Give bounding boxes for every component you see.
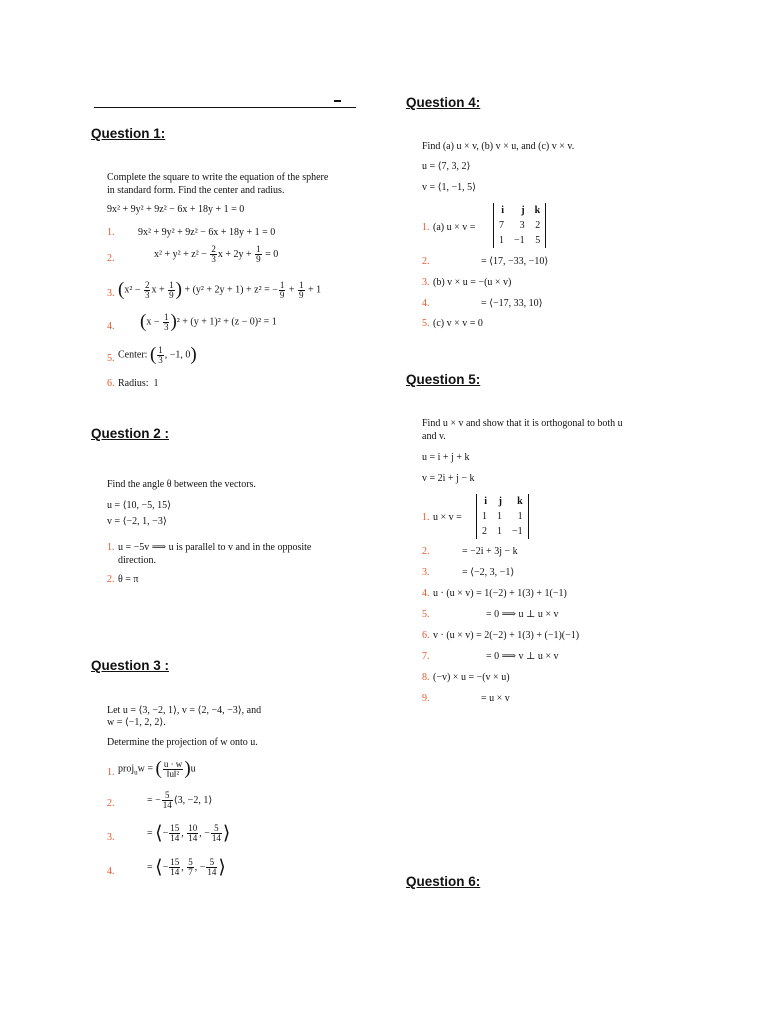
q3-prompt-line-3: Determine the projection of w onto u. [107,737,258,748]
q5-det-cell: 1 [517,511,523,522]
q5-step-4-text: u · (u × v) = 1(−2) + 1(3) + 1(−1) [433,588,567,599]
q4-step-4-text: = ⟨−17, 33, 10⟩ [481,298,543,309]
q1-step-1-math: 9x² + 9y² + 9z² − 6x + 18y + 1 = 0 [138,227,276,238]
q3-step-2-num: 2. [107,798,115,809]
name-line [94,107,356,108]
q4-step-2-num: 2. [422,256,430,267]
q2-step-1-text: u = −5v ⟹ u is parallel to v and in the opposite [118,542,312,553]
q5-prompt-line-2: and v. [422,431,446,442]
q1-step-2-math: x² + y² + z² − $\frac{2}{3}$ x + 2y + $\frac{1}{9}$ = 0 [154,244,279,264]
q5-step-7-text: = 0 ⟹ v ⊥ u × v [486,651,559,662]
q1-step-4-num: 4. [107,321,115,332]
q2-step-1-cont: direction. [118,555,157,566]
q4-det-cell: 7 [499,220,504,231]
q4-step-2-text: = ⟨17, −33, −10⟩ [481,256,549,267]
question-3-heading: Question 3 : [91,658,170,673]
q1-prompt-line-2: in standard form. Find the center and radius. [107,185,285,196]
q4-determinant [493,203,546,248]
q3-step-1-math: proj$_u$w = ( $\frac{u \cdot w}{\text{‖u‖²}}$ )u [118,758,196,779]
question-1-heading: Question 1: [91,126,166,141]
q3-step-4-num: 4. [107,866,115,877]
q5-step-8-text: (−v) × u = −(v × u) [433,672,510,683]
q5-step-2-num: 2. [422,546,430,557]
q4-det-cell: j [521,205,525,216]
q5-step-9-text: = u × v [481,693,510,704]
q2-step-2-num: 2. [107,574,115,585]
q5-step-3-num: 3. [422,567,430,578]
q3-step-1-num: 1. [107,767,115,778]
q1-step-6-num: 6. [107,378,115,389]
q5-det-cell: i [484,496,487,507]
q5-vector-u: u = i + j + k [422,452,470,463]
q2-vector-u: u = ⟨10, −5, 15⟩ [107,500,172,511]
q1-step-2-num: 2. [107,253,115,264]
q5-step-5-num: 5. [422,609,430,620]
q4-step-5-text: (c) v × v = 0 [433,318,483,329]
q2-step-2-text: θ = π [118,574,139,585]
q4-vector-u: u = ⟨7, 3, 2⟩ [422,161,471,172]
q5-det-cell: −1 [512,526,523,537]
q1-step-1-num: 1. [107,227,115,238]
q3-step-3-num: 3. [107,832,115,843]
q1-step-3-num: 3. [107,288,115,299]
q3-step-4-math: = ⟨− $\frac{15}{14}$ , $\frac{5}{7}$ , − $\frac{5}{14}$ ⟩ [147,857,226,878]
q4-prompt: Find (a) u × v, (b) v × u, and (c) v × v. [422,141,575,152]
q1-step-3-math: (x² − $\frac{2}{3}$ x + $\frac{1}{9}$ ) + (y² + 2y + 1) + z² = − $\frac{1}{9}$ + $\frac{1}{9}$ + 1 [118,279,322,300]
q4-vector-v: v = ⟨1, −1, 5⟩ [422,182,477,193]
q5-determinant [476,494,529,539]
q4-step-4-num: 4. [422,298,430,309]
q5-step-7-num: 7. [422,651,430,662]
q5-det-cell: 1 [497,526,502,537]
q5-step-1-num: 1. [422,512,430,523]
header-dash [334,100,341,102]
q5-step-6-num: 6. [422,630,430,641]
q5-step-4-num: 4. [422,588,430,599]
q4-det-cell: k [534,205,541,216]
q1-step-5-math: Center: ( $\frac{1}{3}$ , −1, 0) [118,344,197,365]
q5-step-5-text: = 0 ⟹ u ⊥ u × v [486,609,559,620]
q5-det-cell: 1 [482,511,487,522]
q5-det-cell: k [517,496,523,507]
q5-step-2-text: = −2i + 3j − k [462,546,518,557]
q4-det-cell: 3 [519,220,525,231]
q5-vector-v: v = 2i + j − k [422,473,475,484]
q4-det-cell: i [501,205,504,216]
q4-det-label: (a) u × v = [433,222,476,233]
q2-vector-v: v = ⟨−2, 1, −3⟩ [107,516,167,527]
q5-det-cell: 1 [497,511,502,522]
q4-step-3-text: (b) v × u = −(u × v) [433,277,512,288]
q4-step-1-num: 1. [422,222,430,233]
q2-prompt: Find the angle θ between the vectors. [107,479,256,490]
q4-det-cell: 5 [535,235,541,246]
q1-step-5-num: 5. [107,353,115,364]
q3-prompt-line-2: w = ⟨−1, 2, 2⟩. [107,717,166,728]
q5-step-8-num: 8. [422,672,430,683]
q4-det-cell: 2 [535,220,541,231]
q4-step-3-num: 3. [422,277,430,288]
q4-det-cell: 1 [499,235,504,246]
question-6-heading: Question 6: [406,874,481,889]
q1-step-6-text: Radius: 1 [118,378,159,389]
q5-prompt-line-1: Find u × v and show that it is orthogonal to both u [422,418,623,429]
q5-det-cell: 2 [482,526,487,537]
q1-equation: 9x² + 9y² + 9z² − 6x + 18y + 1 = 0 [107,204,245,215]
q4-step-5-num: 5. [422,318,430,329]
q3-step-3-math: = ⟨− $\frac{15}{14}$ , $\frac{10}{14}$ , − $\frac{5}{14}$ ⟩ [147,823,231,844]
q1-prompt-line-1: Complete the square to write the equation of the sphere [107,172,329,183]
q5-step-6-text: v · (u × v) = 2(−2) + 1(3) + (−1)(−1) [433,630,580,641]
q1-step-4-math: (x − $\frac{1}{3}$ )² + (y + 1)² + (z − 0)² = 1 [140,311,277,332]
q5-det-label: u × v = [433,512,462,523]
question-2-heading: Question 2 : [91,426,170,441]
question-4-heading: Question 4: [406,95,481,110]
question-5-heading: Question 5: [406,372,481,387]
q3-prompt-line-1: Let u = ⟨3, −2, 1⟩, v = ⟨2, −4, −3⟩, and [107,705,262,716]
q3-step-2-math: = − $\frac{5}{14}$ ⟨3, −2, 1⟩ [147,790,213,810]
q2-step-1-num: 1. [107,542,115,553]
q5-step-9-num: 9. [422,693,430,704]
q5-step-3-text: = ⟨−2, 3, −1⟩ [462,567,515,578]
q4-det-cell: −1 [514,235,525,246]
q5-det-cell: j [498,496,502,507]
